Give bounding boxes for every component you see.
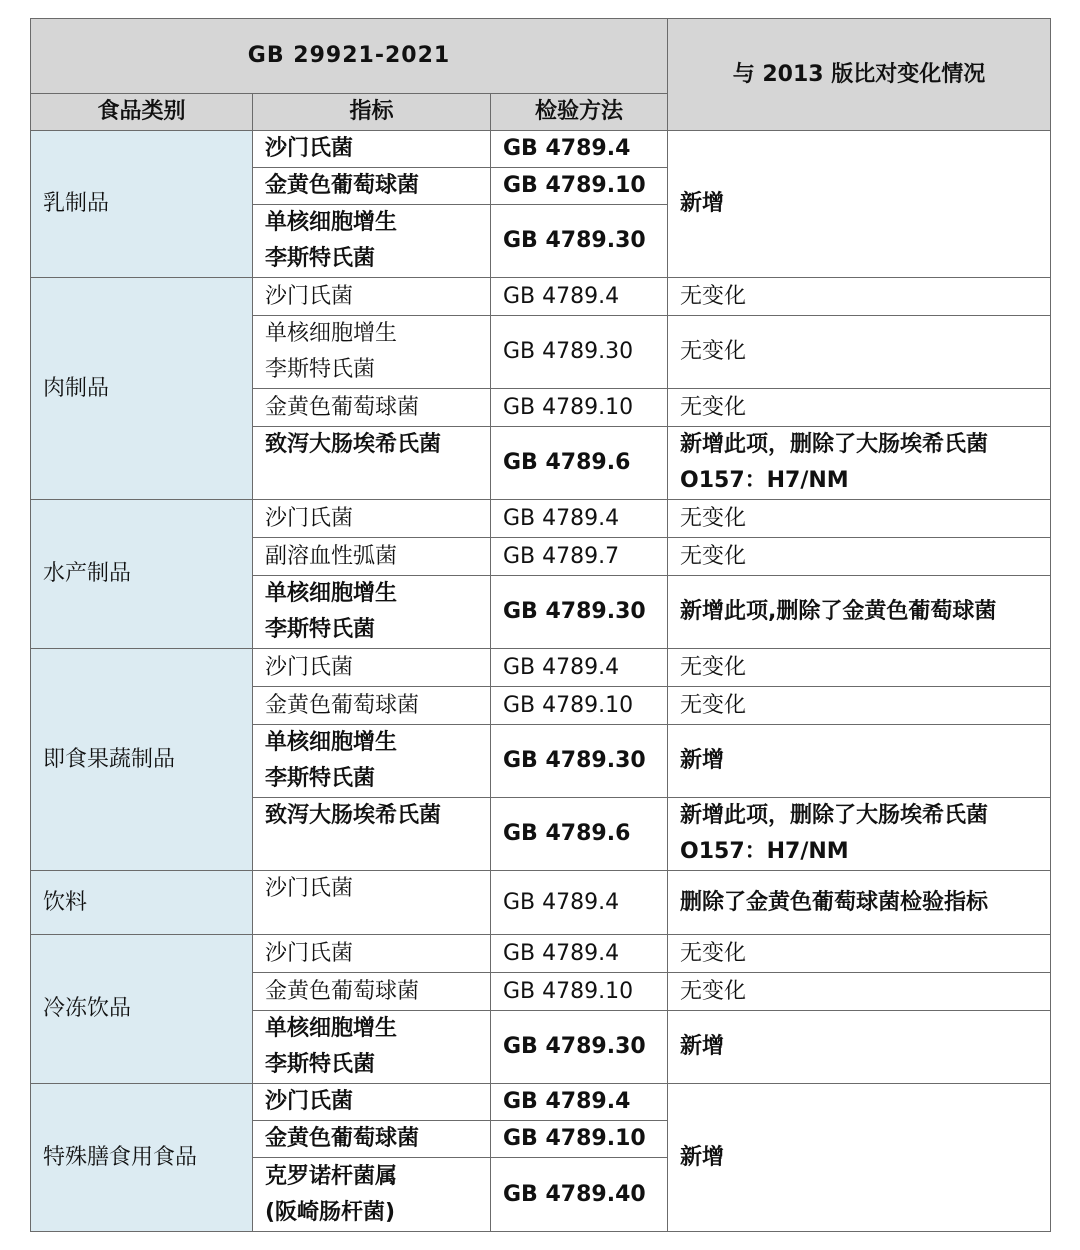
table-row <box>31 131 1051 168</box>
table-row <box>31 649 1051 687</box>
table-row <box>31 871 1051 935</box>
change-cell: 无变化 <box>668 687 1051 725</box>
change-cell: 新增此项,删除了金黄色葡萄球菌 <box>668 576 1051 649</box>
change-cell: 无变化 <box>668 538 1051 576</box>
change-cell: 无变化 <box>668 500 1051 538</box>
method-cell: GB 4789.10 <box>491 1121 668 1158</box>
indicator-cell: 沙门氏菌 <box>253 131 491 168</box>
method-cell: GB 4789.4 <box>491 131 668 168</box>
indicator-cell: 沙门氏菌 <box>253 649 491 687</box>
method-cell: GB 4789.10 <box>491 973 668 1011</box>
category-meat: 肉制品 <box>31 278 253 500</box>
change-cell: 新增 <box>668 1011 1051 1084</box>
table-row <box>31 1084 1051 1121</box>
category-ready-to-eat-produce: 即食果蔬制品 <box>31 649 253 871</box>
method-cell: GB 4789.6 <box>491 427 668 500</box>
method-cell: GB 4789.4 <box>491 278 668 316</box>
method-cell: GB 4789.30 <box>491 725 668 798</box>
indicator-cell: 单核细胞增生 李斯特氏菌 <box>253 205 491 278</box>
change-cell: 新增 <box>668 131 1051 278</box>
change-cell: 删除了金黄色葡萄球菌检验指标 <box>668 871 1051 935</box>
column-header-indicator: 指标 <box>253 94 491 131</box>
column-header-category: 食品类别 <box>31 94 253 131</box>
change-cell: 无变化 <box>668 278 1051 316</box>
table-row <box>31 935 1051 973</box>
method-cell: GB 4789.4 <box>491 500 668 538</box>
indicator-cell: 金黄色葡萄球菌 <box>253 389 491 427</box>
category-dairy: 乳制品 <box>31 131 253 278</box>
change-cell: 新增 <box>668 1084 1051 1232</box>
indicator-cell: 金黄色葡萄球菌 <box>253 973 491 1011</box>
category-beverage: 饮料 <box>31 871 253 935</box>
indicator-cell: 沙门氏菌 <box>253 935 491 973</box>
category-special-dietary: 特殊膳食用食品 <box>31 1084 253 1232</box>
method-cell: GB 4789.4 <box>491 1084 668 1121</box>
method-cell: GB 4789.4 <box>491 935 668 973</box>
standard-comparison-table <box>30 18 1051 1232</box>
change-cell: 新增 <box>668 725 1051 798</box>
indicator-cell: 沙门氏菌 <box>253 1084 491 1121</box>
indicator-cell: 沙门氏菌 <box>253 278 491 316</box>
indicator-cell: 单核细胞增生 李斯特氏菌 <box>253 725 491 798</box>
change-cell: 新增此项，删除了大肠埃希氏菌 O157：H7/NM <box>668 427 1051 500</box>
table-row <box>31 500 1051 538</box>
indicator-cell: 金黄色葡萄球菌 <box>253 168 491 205</box>
method-cell: GB 4789.40 <box>491 1158 668 1232</box>
method-cell: GB 4789.4 <box>491 649 668 687</box>
method-cell: GB 4789.6 <box>491 798 668 871</box>
indicator-cell: 单核细胞增生 李斯特氏菌 <box>253 316 491 389</box>
indicator-cell: 沙门氏菌 <box>253 871 491 935</box>
indicator-cell: 副溶血性弧菌 <box>253 538 491 576</box>
indicator-cell: 金黄色葡萄球菌 <box>253 687 491 725</box>
change-cell: 无变化 <box>668 649 1051 687</box>
change-cell: 无变化 <box>668 389 1051 427</box>
column-header-method: 检验方法 <box>491 94 668 131</box>
indicator-cell: 致泻大肠埃希氏菌 <box>253 798 491 871</box>
table-row <box>31 278 1051 316</box>
method-cell: GB 4789.4 <box>491 871 668 935</box>
standard-title: GB 29921-2021 <box>31 19 668 94</box>
comparison-title: 与 2013 版比对变化情况 <box>668 19 1051 131</box>
category-aquatic: 水产制品 <box>31 500 253 649</box>
method-cell: GB 4789.30 <box>491 1011 668 1084</box>
indicator-cell: 致泻大肠埃希氏菌 <box>253 427 491 500</box>
method-cell: GB 4789.7 <box>491 538 668 576</box>
change-cell: 无变化 <box>668 935 1051 973</box>
method-cell: GB 4789.10 <box>491 687 668 725</box>
method-cell: GB 4789.10 <box>491 168 668 205</box>
method-cell: GB 4789.10 <box>491 389 668 427</box>
method-cell: GB 4789.30 <box>491 576 668 649</box>
indicator-cell: 沙门氏菌 <box>253 500 491 538</box>
indicator-cell: 单核细胞增生 李斯特氏菌 <box>253 1011 491 1084</box>
method-cell: GB 4789.30 <box>491 205 668 278</box>
change-cell: 无变化 <box>668 316 1051 389</box>
indicator-cell: 金黄色葡萄球菌 <box>253 1121 491 1158</box>
method-cell: GB 4789.30 <box>491 316 668 389</box>
category-frozen-drinks: 冷冻饮品 <box>31 935 253 1084</box>
indicator-cell: 单核细胞增生 李斯特氏菌 <box>253 576 491 649</box>
change-cell: 无变化 <box>668 973 1051 1011</box>
change-cell: 新增此项，删除了大肠埃希氏菌 O157：H7/NM <box>668 798 1051 871</box>
indicator-cell: 克罗诺杆菌属 (阪崎肠杆菌) <box>253 1158 491 1232</box>
